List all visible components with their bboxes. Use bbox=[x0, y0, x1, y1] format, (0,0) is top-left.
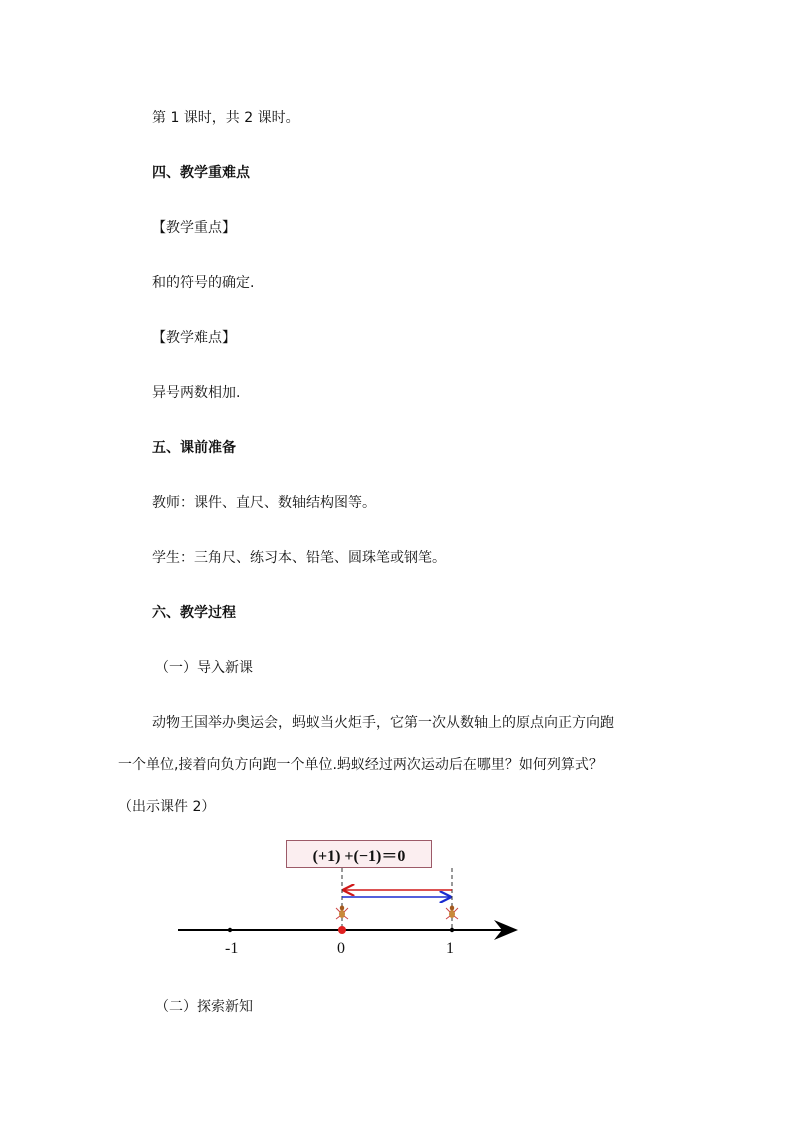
section-4-heading: 四、教学重难点 bbox=[152, 165, 250, 181]
student-prep-text: 学生：三角尺、练习本、铅笔、圆珠笔或钢笔。 bbox=[152, 550, 446, 566]
difficulty-label: 【教学难点】 bbox=[152, 330, 236, 346]
key-point-text: 和的符号的确定. bbox=[152, 275, 255, 291]
point-minus-one bbox=[228, 928, 232, 932]
section-5-heading: 五、课前准备 bbox=[152, 440, 236, 456]
tick-label-zero: 0 bbox=[337, 940, 345, 957]
ant-icon-origin bbox=[336, 906, 348, 920]
subsection-2-heading: （二）探索新知 bbox=[155, 999, 253, 1015]
key-point-label: 【教学重点】 bbox=[152, 220, 236, 236]
intro-paragraph-line-1: 动物王国举办奥运会，蚂蚁当火炬手，它第一次从数轴上的原点向正方向跑 bbox=[152, 715, 614, 731]
section-6-heading: 六、教学过程 bbox=[152, 605, 236, 621]
point-one bbox=[450, 928, 454, 932]
tick-label-one: 1 bbox=[446, 940, 454, 957]
tick-label-minus-one: -1 bbox=[225, 940, 239, 957]
equation-box: (+1) +(−1)＝0 bbox=[286, 840, 432, 868]
subsection-1-heading: （一）导入新课 bbox=[155, 660, 253, 676]
teacher-prep-text: 教师：课件、直尺、数轴结构图等。 bbox=[152, 495, 376, 511]
intro-paragraph-line-3: （出示课件 2） bbox=[118, 799, 216, 815]
intro-paragraph-line-2: 一个单位,接着向负方向跑一个单位.蚂蚁经过两次运动后在哪里？如何列算式？ bbox=[118, 757, 603, 773]
point-origin bbox=[338, 926, 346, 934]
number-line-figure bbox=[170, 836, 530, 966]
ant-icon-one bbox=[446, 906, 458, 920]
number-line-svg bbox=[170, 836, 530, 966]
difficulty-text: 异号两数相加. bbox=[152, 385, 241, 401]
lesson-count-text: 第 1 课时，共 2 课时。 bbox=[152, 110, 300, 126]
